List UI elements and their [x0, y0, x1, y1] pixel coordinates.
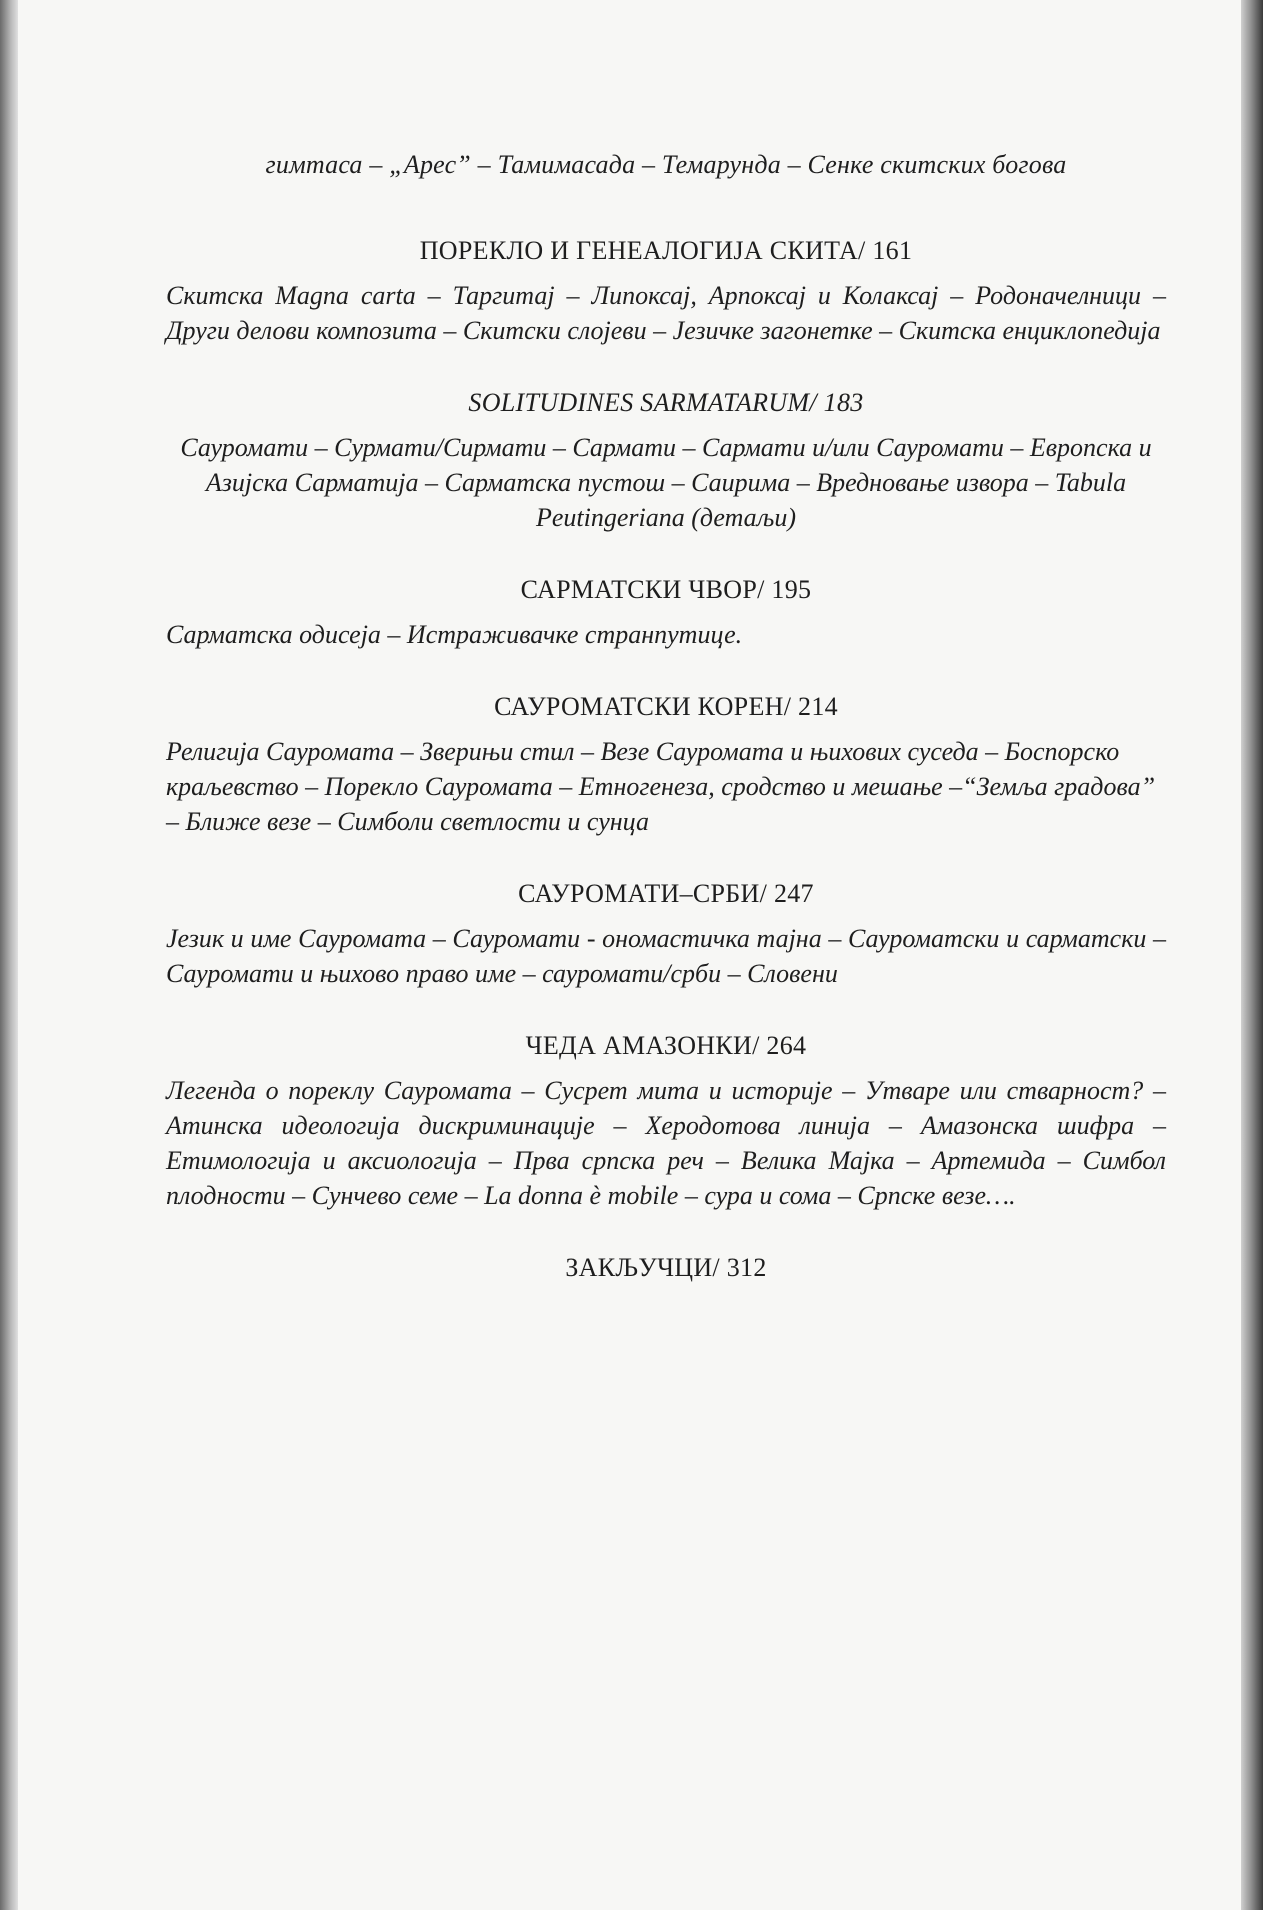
scan-edge-left: [0, 0, 18, 1910]
section-heading: ЗАКЉУЧЦИ/ 312: [565, 1253, 767, 1282]
section-heading: ЧЕДА АМАЗОНКИ/ 264: [525, 1031, 807, 1060]
section-heading: SOLITUDINES SARMATARUM/ 183: [468, 388, 864, 417]
toc-section-conclusions: [166, 1253, 1166, 1283]
toc-section-sauromatian-root: [166, 692, 1166, 839]
toc-section-sauromati-serbs: [166, 879, 1166, 991]
section-heading: САУРОМАТСКИ КОРЕН/ 214: [494, 692, 838, 721]
section-description: Сауромати – Сурмати/Сирмати – Сармати – Сармати и/или Сауромати – Европска и Азијска Сарматија – Сарматска пустош – Саирима – Вредновање извора – Tabula Peutingeriana (детаљи): [180, 433, 1152, 532]
section-heading: САРМАТСКИ ЧВОР/ 195: [520, 575, 812, 604]
section-heading: САУРОМАТИ–СРБИ/ 247: [518, 879, 814, 908]
scan-edge-right: [1241, 0, 1263, 1910]
toc-section-amazon-children: [166, 1031, 1166, 1213]
section-description: Сарматска одисеја – Истраживачке странпутице.: [166, 620, 743, 649]
book-page: [18, 0, 1241, 1910]
section-description: Религија Сауромата – Зверињи стил – Везе Сауромата и њихових суседа – Боспорско краљевство – Порекло Сауромата – Етногенеза, сродство и мешање –“Земља градова” – Ближе везе – Симболи светлости и сунца: [166, 737, 1156, 836]
section-description: Скитска Magna carta – Таргитај – Липоксај, Арпоксај и Колаксај – Родоначелници – Други делови композита – Скитски слојеви – Језичке загонетке – Скитска енциклопедија: [166, 281, 1166, 345]
section-heading: ПОРЕКЛО И ГЕНЕАЛОГИЈА СКИТА/ 161: [419, 236, 913, 265]
section-description: Језик и име Сауромата – Сауромати - ономастичка тајна – Сауроматски и сарматски – Сауромати и њихово право име – сауромати/срби – Словени: [166, 924, 1166, 988]
intro-line: гимтаса – „Арес” – Тамимасада – Темарунда – Сенке скитских богова: [265, 150, 1067, 179]
toc-section-origin: [166, 236, 1166, 348]
toc-section-sarmatian-knot: [166, 575, 1166, 652]
section-description: Легенда о пореклу Сауромата – Сусрет мита и историје – Утваре или стварност? – Атинска идеологија дискриминације – Херодотова линија – Амазонска шифра – Етимологија и аксиологија – Прва српска реч – Велика Мајка – Артемида – Симбол плодности – Сунчево семе – La donna è mobile – сура и сома – Српске везе….: [166, 1076, 1166, 1210]
table-of-contents: [166, 150, 1166, 1323]
toc-section-solitudines: [166, 388, 1166, 535]
